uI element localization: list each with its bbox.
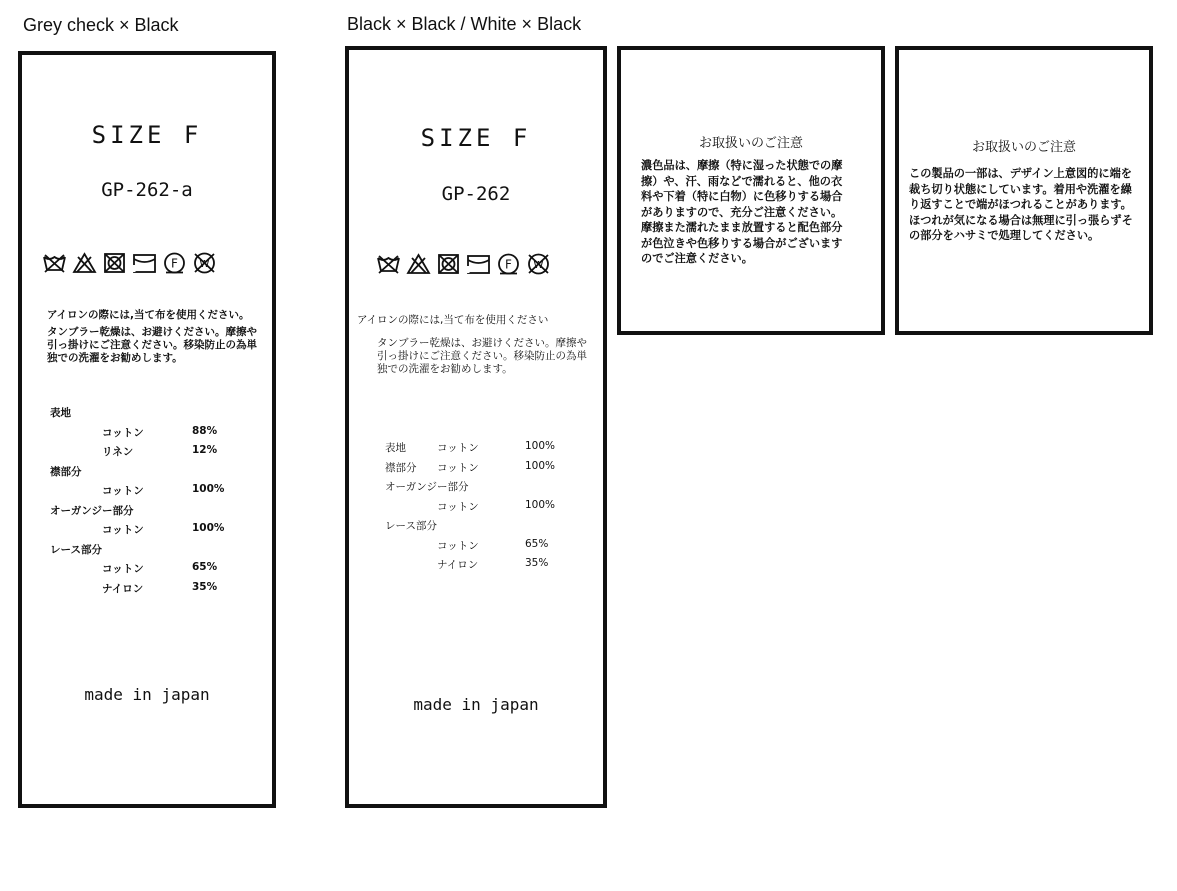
fabric-row [385, 518, 595, 538]
washing-icon [42, 251, 67, 275]
fabric-section: レース部分 [50, 543, 102, 556]
fabric-section: 襟部分 [50, 465, 82, 478]
dry-clean-f-icon [496, 252, 521, 276]
caution-title: お取扱いのご注意 [971, 140, 1076, 155]
fabric-material: コットン [437, 442, 479, 454]
fabric-material: コットン [437, 500, 479, 513]
washing-icon [376, 252, 401, 276]
fabric-row [385, 538, 595, 558]
fabric-composition [50, 405, 250, 600]
fabric-row [50, 581, 250, 601]
note-iron: アイロンの際には,当て布を使用ください。 [47, 309, 250, 321]
fabric-percent: 35% [192, 580, 218, 593]
dry-clean-f-icon [162, 251, 187, 275]
fabric-percent: 100% [192, 522, 225, 534]
fabric-row [50, 464, 250, 484]
caution-body: この製品の一部は、デザイン上意図的に端を裁ち切り状態にしています。着用や洗濯を繰り返すことで端がほつれることがあります。ほつれが気になる場合は無理に引っ張らずその部分をハサミで処理してください。 [909, 167, 1133, 242]
fabric-row [385, 440, 595, 460]
fabric-material: ナイロン [102, 582, 144, 595]
note-tumble: タンブラー乾燥は、お避けください。摩擦や引っ掛けにご注意ください。移染防止の為単独での洗濯をお勧めします。 [47, 326, 257, 364]
fabric-percent: 100% [192, 483, 225, 495]
fabric-percent: 100% [525, 459, 556, 472]
fabric-row [50, 561, 250, 581]
fabric-row [385, 557, 595, 577]
heading-grey-check: Grey check × Black [23, 15, 179, 35]
fabric-section: レース部分 [385, 520, 437, 532]
svg-text:W: W [533, 260, 544, 271]
fabric-material: コットン [437, 461, 479, 474]
heading-black-white: Black × Black / White × Black [347, 14, 582, 34]
fabric-row [50, 405, 250, 425]
care-label-black-white [345, 46, 607, 808]
fabric-percent: 100% [525, 498, 556, 511]
fabric-section: オーガンジー部分 [50, 504, 134, 517]
caution-title: お取扱いのご注意 [698, 136, 803, 151]
fabric-row [50, 444, 250, 464]
fabric-row [50, 483, 250, 503]
size-label: SIZE F [420, 124, 532, 152]
caution-label-raw-edges [895, 46, 1153, 335]
drying-icon [132, 251, 157, 275]
fabric-percent: 12% [192, 444, 218, 456]
fabric-material: リネン [102, 446, 134, 458]
care-symbols [376, 252, 551, 276]
fabric-row [50, 503, 250, 523]
fabric-row [50, 522, 250, 542]
care-symbols [42, 251, 217, 275]
care-label-grey-check [18, 51, 276, 808]
fabric-row [385, 460, 595, 480]
svg-text:F: F [171, 256, 178, 271]
fabric-row [385, 499, 595, 519]
care-notes [357, 314, 597, 380]
tumble-dry-icon [436, 252, 461, 276]
fabric-material: ナイロン [437, 559, 479, 571]
fabric-section: 表地 [50, 407, 71, 419]
fabric-material: コットン [102, 563, 144, 575]
size-label: SIZE F [91, 121, 203, 149]
fabric-percent: 88% [192, 424, 218, 437]
drying-icon [466, 252, 491, 276]
fabric-material: コットン [437, 539, 479, 552]
product-code: GP-262 [441, 183, 511, 205]
fabric-material: コットン [102, 524, 144, 536]
fabric-row [385, 479, 595, 499]
fabric-section: 表地 [385, 442, 406, 454]
fabric-section: 襟部分 [385, 461, 417, 474]
no-wet-clean-icon [526, 252, 551, 276]
fabric-percent: 65% [525, 537, 549, 550]
bleach-icon [72, 251, 97, 275]
fabric-material: コットン [102, 485, 144, 497]
care-notes [47, 309, 259, 369]
made-in-label: made in japan [84, 685, 210, 704]
fabric-material: コットン [102, 426, 144, 439]
fabric-percent: 65% [192, 561, 218, 573]
product-code: GP-262-a [101, 179, 193, 201]
caution-body: 濃色品は、摩擦（特に湿った状態での摩擦）や、汗、雨などで濡れると、他の衣料や下着（特に白物）に色移りする場合がありますので、充分ご注意ください。摩擦また濡れたまま放置すると配色部分が色泣きや色移りする場合がございますのでご注意ください。 [641, 159, 843, 265]
fabric-percent: 100% [525, 440, 556, 452]
svg-text:W: W [199, 259, 210, 270]
made-in-label: made in japan [413, 695, 539, 714]
tumble-dry-icon [102, 251, 127, 275]
fabric-percent: 35% [525, 557, 549, 569]
note-iron: アイロンの際には,当て布を使用ください [357, 314, 549, 326]
fabric-row [50, 542, 250, 562]
fabric-row [50, 425, 250, 445]
no-wet-clean-icon [192, 251, 217, 275]
fabric-section: オーガンジー部分 [385, 481, 469, 493]
svg-text:F: F [505, 257, 512, 272]
bleach-icon [406, 252, 431, 276]
note-tumble: タンブラー乾燥は、お避けください。摩擦や引っ掛けにご注意ください。移染防止の為単独での洗濯をお勧めします。 [377, 337, 587, 375]
fabric-composition [385, 440, 595, 577]
caution-label-dark-colors [617, 46, 885, 335]
